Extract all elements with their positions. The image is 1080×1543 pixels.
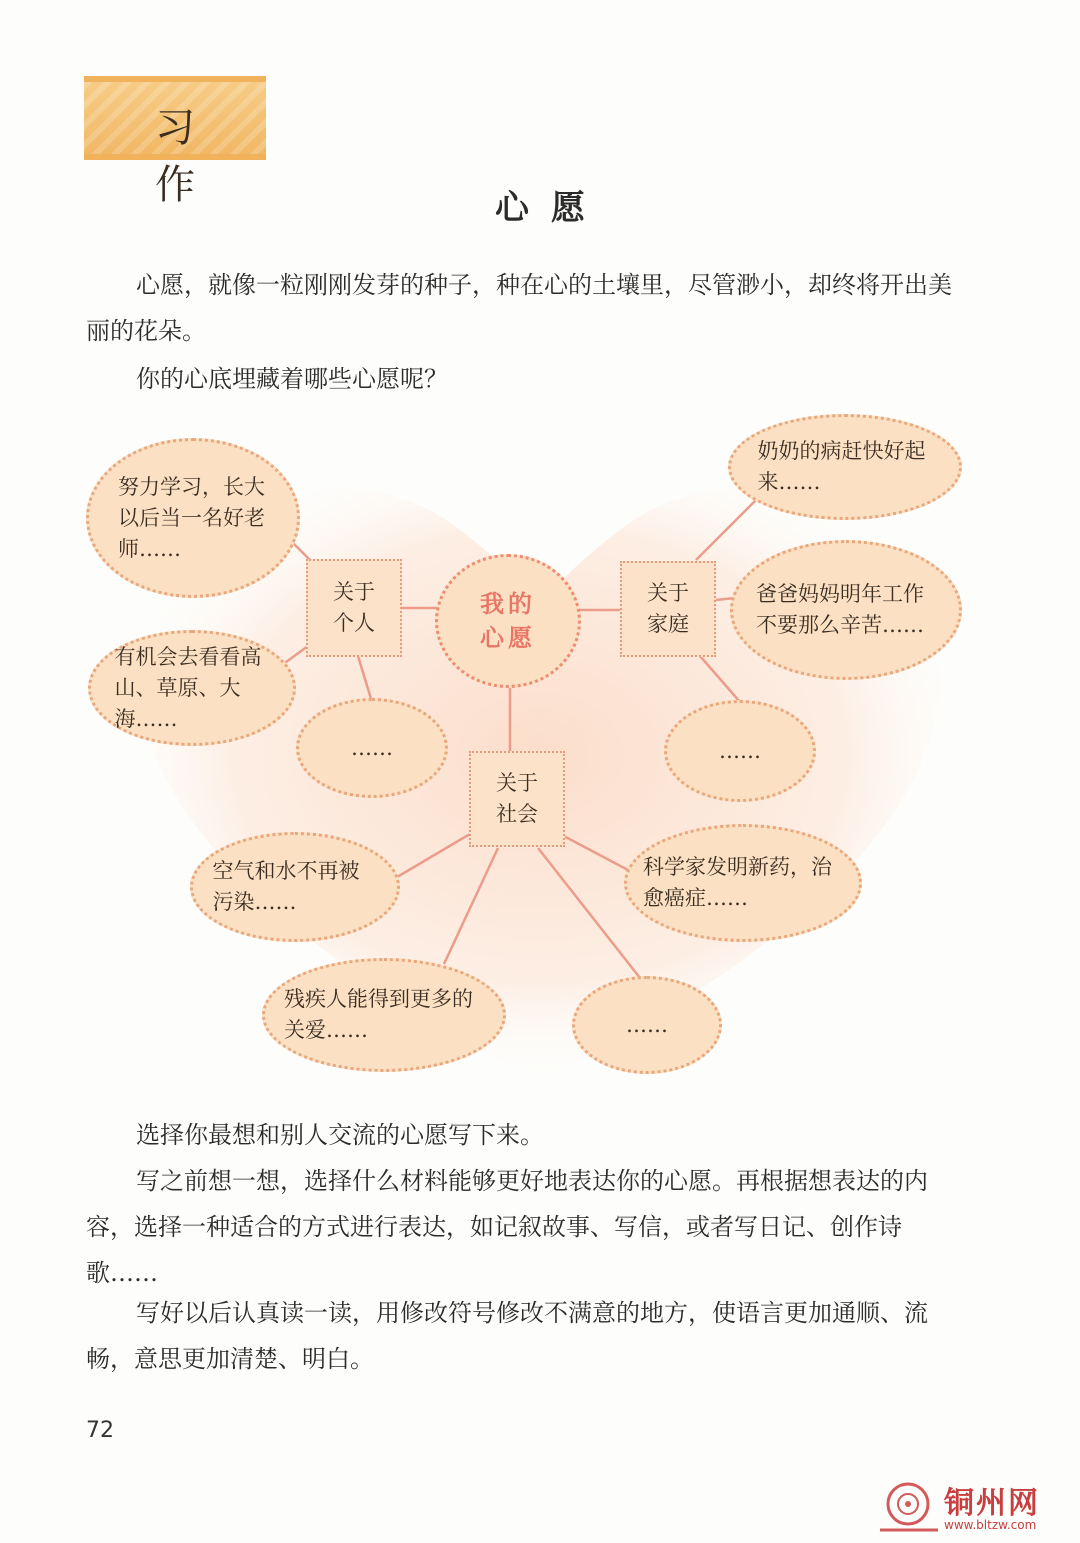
instruction-paragraph-1: 选择你最想和别人交流的心愿写下来。 (136, 1121, 544, 1149)
wish-bubble (572, 976, 722, 1074)
category-society (469, 751, 565, 847)
page-number: 72 (86, 1418, 114, 1443)
page-title: 心愿 (495, 188, 607, 228)
wish-bubble (624, 824, 862, 942)
category-family-label: 关于家庭 (647, 581, 689, 636)
wish-text: 残疾人能得到更多的关爱…… (284, 987, 473, 1042)
wish-bubble (730, 540, 962, 680)
wish-bubble (728, 414, 962, 520)
wish-bubble (664, 700, 816, 802)
wish-text: …… (626, 1012, 668, 1037)
category-family (620, 561, 716, 657)
wish-bubble (88, 630, 296, 746)
wish-bubble (296, 698, 448, 798)
wish-text: 奶奶的病赶快好起来…… (757, 439, 926, 494)
mindmap-center (435, 554, 581, 688)
wish-text: 空气和水不再被污染…… (212, 859, 360, 914)
wish-bubble (86, 438, 300, 598)
wish-bubble (262, 958, 506, 1072)
instruction-paragraph-3: 写好以后认真读一读，用修改符号修改不满意的地方，使语言更加通顺、流畅，意思更加清楚、明白。 (86, 1299, 928, 1373)
instruction-paragraph-2: 写之前想一想，选择什么材料能够更好地表达你的心愿。再根据想表达的内容，选择一种适合的方式进行表达，如记叙故事、写信，或者写日记、创作诗歌…… (86, 1167, 928, 1287)
wish-text: …… (719, 738, 761, 763)
watermark-url: www.bltzw.com (944, 1518, 1037, 1532)
section-tag-label: 习 作 (155, 105, 223, 208)
watermark-name: 铜州网 (944, 1486, 1040, 1521)
category-personal (306, 559, 402, 657)
wish-text: 有机会去看看高山、草原、大海…… (114, 644, 262, 731)
wish-text: 科学家发明新药，治愈癌症…… (643, 855, 832, 910)
mindmap-center-label: 我的心愿 (480, 589, 536, 652)
intro-paragraph-2: 你的心底埋藏着哪些心愿呢？ (136, 365, 448, 393)
category-society-label: 关于社会 (496, 771, 538, 826)
wish-bubble (190, 832, 400, 942)
category-personal-label: 关于个人 (333, 580, 375, 635)
wish-text: 爸爸妈妈明年工作不要那么辛苦…… (756, 582, 924, 637)
wish-text: 努力学习，长大以后当一名好老师…… (118, 474, 265, 561)
wish-text: …… (351, 735, 393, 760)
intro-paragraph-1: 心愿，就像一粒刚刚发芽的种子，种在心的土壤里，尽管渺小，却终将开出美丽的花朵。 (86, 271, 952, 345)
